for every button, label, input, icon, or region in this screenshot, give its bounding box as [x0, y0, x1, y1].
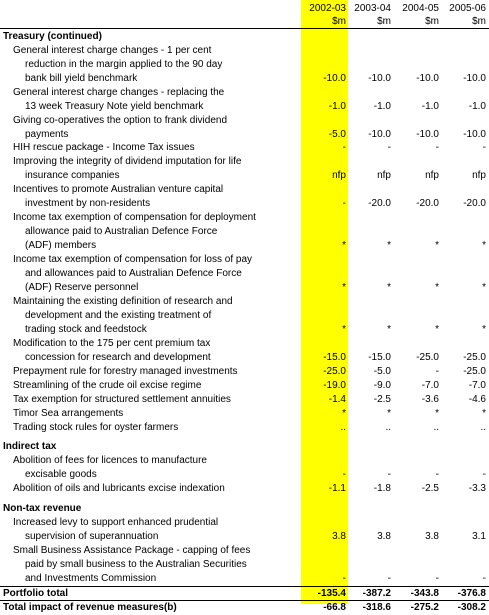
row-value-cell: -10.0: [368, 129, 391, 140]
section-heading-non-tax-revenue: Non-tax revenue: [3, 503, 82, 514]
row-label-line: development and the existing treatment of: [25, 310, 212, 321]
row-value-cell: -10.0: [463, 129, 486, 140]
row-value-cell: *: [342, 324, 346, 335]
row-value-cell: 3.8: [332, 531, 346, 542]
grand-total-value: -318.6: [362, 602, 391, 613]
row-value-cell: -2.5: [421, 483, 439, 494]
portfolio-total-value: -135.4: [317, 588, 346, 599]
row-value-cell: -: [342, 142, 346, 153]
row-label-line: payments: [25, 129, 69, 140]
grand-total-value: -308.2: [457, 602, 486, 613]
row-label-line: (ADF) Reserve personnel: [25, 282, 139, 293]
row-value-cell: -: [435, 366, 439, 377]
row-label-line: Giving co-operatives the option to frank dividend: [13, 115, 228, 126]
grand-total-value: -66.8: [323, 602, 346, 613]
row-value-cell: -25.0: [463, 366, 486, 377]
row-value-cell: -: [435, 142, 439, 153]
row-label-line: Small Business Assistance Package - capping of fees: [13, 545, 251, 556]
row-value-cell: -10.0: [416, 129, 439, 140]
row-value-cell: -10.0: [368, 73, 391, 84]
row-label-line: investment by non-residents: [25, 198, 151, 209]
row-label-line: supervision of superannuation: [25, 531, 159, 542]
row-value-cell: -3.6: [421, 394, 439, 405]
row-label-line: trading stock and feedstock: [25, 324, 147, 335]
row-label-line: insurance companies: [25, 170, 120, 181]
row-value-cell: -: [387, 469, 391, 480]
row-label-line: bank bill yield benchmark: [25, 73, 138, 84]
row-value-cell: *: [435, 282, 439, 293]
row-value-cell: -5.0: [328, 129, 346, 140]
row-label-line: (ADF) members: [25, 240, 97, 251]
row-value-cell: -4.6: [468, 394, 486, 405]
row-value-cell: -7.0: [421, 380, 439, 391]
unit-header: $m: [425, 16, 439, 27]
row-value-cell: -19.0: [323, 380, 346, 391]
row-value-cell: -25.0: [416, 352, 439, 363]
row-label-line: excisable goods: [25, 469, 97, 480]
row-value-cell: nfp: [332, 170, 346, 181]
row-value-cell: -20.0: [368, 198, 391, 209]
row-value-cell: -3.3: [468, 483, 486, 494]
row-label-line: Trading stock rules for oyster farmers: [13, 422, 179, 433]
row-value-cell: -: [482, 469, 486, 480]
row-label-line: Incentives to promote Australian venture capital: [13, 184, 224, 195]
row-label-line: Modification to the 175 per cent premium tax: [13, 338, 211, 349]
row-value-cell: -1.1: [328, 483, 346, 494]
row-label-line: Prepayment rule for forestry managed investments: [13, 366, 238, 377]
row-label-line: HIH rescue package - Income Tax issues: [13, 142, 195, 153]
row-label-line: allowance paid to Australian Defence Force: [25, 226, 218, 237]
row-value-cell: *: [387, 408, 391, 419]
row-label-line: Timor Sea arrangements: [13, 408, 124, 419]
row-label-line: Improving the integrity of dividend imputation for life: [13, 156, 242, 167]
row-value-cell: *: [387, 282, 391, 293]
row-label-line: Abolition of fees for licences to manufacture: [13, 455, 207, 466]
row-value-cell: *: [342, 240, 346, 251]
row-value-cell: -1.0: [328, 101, 346, 112]
row-value-cell: ..: [433, 422, 439, 433]
row-label-line: General interest charge changes - 1 per cent: [13, 45, 212, 56]
row-label-line: General interest charge changes - replacing the: [13, 87, 225, 98]
row-value-cell: -15.0: [368, 352, 391, 363]
totals-rule: [0, 586, 489, 587]
row-value-cell: ..: [480, 422, 486, 433]
row-label-line: Tax exemption for structured settlement annuities: [13, 394, 231, 405]
row-value-cell: -: [342, 198, 346, 209]
row-value-cell: -25.0: [463, 352, 486, 363]
row-value-cell: -20.0: [463, 198, 486, 209]
row-value-cell: -: [387, 142, 391, 153]
row-value-cell: *: [387, 240, 391, 251]
unit-header: $m: [377, 16, 391, 27]
row-value-cell: -10.0: [463, 73, 486, 84]
portfolio-total-value: -376.8: [457, 588, 486, 599]
row-value-cell: nfp: [377, 170, 391, 181]
row-value-cell: -1.0: [421, 101, 439, 112]
row-value-cell: -1.0: [373, 101, 391, 112]
col-header-2004-05: 2004-05: [402, 3, 439, 14]
portfolio-total-label: Portfolio total: [3, 588, 68, 599]
portfolio-total-value: -387.2: [362, 588, 391, 599]
row-value-cell: -: [342, 469, 346, 480]
row-value-cell: *: [387, 324, 391, 335]
row-value-cell: *: [482, 240, 486, 251]
row-value-cell: 3.8: [425, 531, 439, 542]
row-value-cell: -: [342, 573, 346, 584]
row-value-cell: ..: [340, 422, 346, 433]
row-value-cell: -7.0: [468, 380, 486, 391]
row-value-cell: *: [482, 408, 486, 419]
highlighted-column: [301, 0, 348, 604]
row-value-cell: -: [435, 469, 439, 480]
row-value-cell: -15.0: [323, 352, 346, 363]
col-header-2003-04: 2003-04: [354, 3, 391, 14]
row-value-cell: *: [435, 324, 439, 335]
row-value-cell: -9.0: [373, 380, 391, 391]
row-value-cell: -2.5: [373, 394, 391, 405]
col-header-2002-03: 2002-03: [309, 3, 346, 14]
row-value-cell: 3.8: [377, 531, 391, 542]
row-value-cell: *: [342, 282, 346, 293]
row-value-cell: -: [435, 573, 439, 584]
row-value-cell: *: [435, 240, 439, 251]
row-label-line: 13 week Treasury Note yield benchmark: [25, 101, 204, 112]
row-label-line: Streamlining of the crude oil excise regime: [13, 380, 202, 391]
row-label-line: Abolition of oils and lubricants excise indexation: [13, 483, 225, 494]
row-value-cell: 3.1: [472, 531, 486, 542]
row-label-line: and allowances paid to Australian Defence Force: [25, 268, 242, 279]
grand-total-rule: [0, 600, 489, 601]
row-label-line: Income tax exemption of compensation for loss of pay: [13, 254, 253, 265]
row-value-cell: -25.0: [323, 366, 346, 377]
row-value-cell: nfp: [472, 170, 486, 181]
section-heading-treasury: Treasury (continued): [3, 31, 102, 42]
row-label-line: and Investments Commission: [25, 573, 157, 584]
section-heading-indirect-tax: Indirect tax: [3, 441, 57, 452]
row-value-cell: ..: [385, 422, 391, 433]
row-label-line: paid by small business to the Australian Securities: [25, 559, 247, 570]
row-value-cell: -: [387, 573, 391, 584]
row-value-cell: -10.0: [416, 73, 439, 84]
row-value-cell: -1.4: [328, 394, 346, 405]
row-value-cell: -20.0: [416, 198, 439, 209]
col-header-2005-06: 2005-06: [449, 3, 486, 14]
row-value-cell: nfp: [425, 170, 439, 181]
portfolio-total-value: -343.8: [410, 588, 439, 599]
row-label-line: Income tax exemption of compensation for deployment: [13, 212, 256, 223]
row-label-line: reduction in the margin applied to the 90 day: [25, 59, 223, 70]
row-value-cell: -1.0: [468, 101, 486, 112]
row-value-cell: -: [482, 142, 486, 153]
grand-total-value: -275.2: [410, 602, 439, 613]
grand-total-label: Total impact of revenue measures(b): [3, 602, 177, 613]
row-value-cell: *: [342, 408, 346, 419]
row-label-line: Maintaining the existing definition of research and: [13, 296, 233, 307]
row-value-cell: -1.8: [373, 483, 391, 494]
row-value-cell: *: [435, 408, 439, 419]
row-value-cell: *: [482, 324, 486, 335]
row-value-cell: -5.0: [373, 366, 391, 377]
row-label-line: Increased levy to support enhanced prudential: [13, 517, 219, 528]
row-label-line: concession for research and development: [25, 352, 211, 363]
row-value-cell: *: [482, 282, 486, 293]
row-value-cell: -: [482, 573, 486, 584]
row-value-cell: -10.0: [323, 73, 346, 84]
header-rule: [0, 28, 489, 29]
unit-header: $m: [332, 16, 346, 27]
unit-header: $m: [472, 16, 486, 27]
